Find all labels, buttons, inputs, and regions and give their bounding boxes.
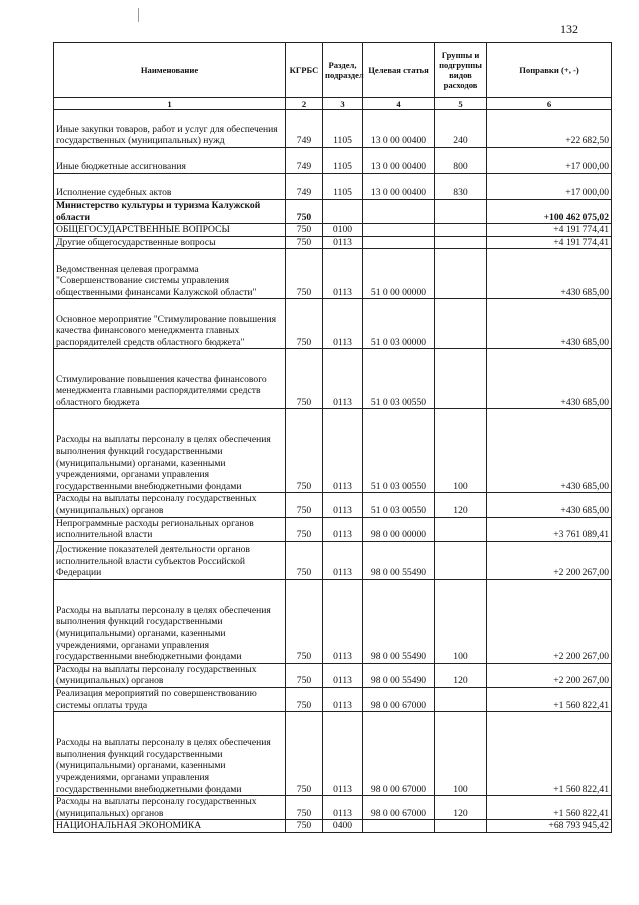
table-row <box>54 299 612 349</box>
row-section: 0113 <box>323 236 363 249</box>
row-target-article: 51 0 00 00000 <box>363 249 435 299</box>
row-kgrbs: 750 <box>286 409 323 493</box>
row-target-article: 98 0 00 67000 <box>363 687 435 711</box>
row-target-article: 13 0 00 00400 <box>363 174 435 200</box>
row-amount: +3 761 089,41 <box>487 517 612 541</box>
header-expense-type: Группы и подгруппы видов расходов <box>435 43 487 98</box>
header-amendments: Поправки (+, -) <box>487 43 612 98</box>
row-amount: +1 560 822,41 <box>487 712 612 796</box>
header-section: Раздел, подраздел <box>323 43 363 98</box>
row-expense-type: 120 <box>435 493 487 517</box>
row-expense-type <box>435 517 487 541</box>
row-target-article <box>363 820 435 833</box>
row-expense-type <box>435 349 487 409</box>
row-kgrbs: 750 <box>286 579 323 663</box>
row-section: 0400 <box>323 820 363 833</box>
row-target-article: 98 0 00 55490 <box>363 579 435 663</box>
row-expense-type <box>435 299 487 349</box>
row-amount: +4 191 774,41 <box>487 224 612 237</box>
row-kgrbs: 750 <box>286 517 323 541</box>
row-amount: +2 200 267,00 <box>487 541 612 579</box>
row-section: 1105 <box>323 174 363 200</box>
row-target-article: 98 0 00 67000 <box>363 796 435 820</box>
row-name: Расходы на выплаты персоналу государственных (муниципальных) органов <box>54 796 286 820</box>
table-row <box>54 796 612 820</box>
table-row <box>54 236 612 249</box>
row-expense-type <box>435 249 487 299</box>
row-name: Расходы на выплаты персоналу государственных (муниципальных) органов <box>54 663 286 687</box>
row-kgrbs: 750 <box>286 299 323 349</box>
table-row <box>54 687 612 711</box>
row-name: Непрограммные расходы региональных органов исполнительной власти <box>54 517 286 541</box>
row-target-article: 51 0 03 00550 <box>363 409 435 493</box>
row-kgrbs: 749 <box>286 110 323 148</box>
row-target-article: 51 0 03 00000 <box>363 299 435 349</box>
row-amount: +17 000,00 <box>487 148 612 174</box>
row-amount: +17 000,00 <box>487 174 612 200</box>
table-row <box>54 517 612 541</box>
row-amount: +2 200 267,00 <box>487 579 612 663</box>
header-target-article: Целевая статья <box>363 43 435 98</box>
row-name: Расходы на выплаты персоналу в целях обеспечения выполнения функций государственными (муниципальными) органами, казенными учреждениями, органами управления государственными внебюджетными фондами <box>54 579 286 663</box>
table-row <box>54 663 612 687</box>
row-section: 0113 <box>323 409 363 493</box>
row-expense-type: 100 <box>435 712 487 796</box>
row-section: 0113 <box>323 299 363 349</box>
row-amount: +430 685,00 <box>487 349 612 409</box>
row-section: 0113 <box>323 712 363 796</box>
row-name: НАЦИОНАЛЬНАЯ ЭКОНОМИКА <box>54 820 286 833</box>
row-section: 0113 <box>323 796 363 820</box>
row-expense-type <box>435 236 487 249</box>
row-amount: +4 191 774,41 <box>487 236 612 249</box>
row-expense-type: 120 <box>435 663 487 687</box>
row-kgrbs: 750 <box>286 236 323 249</box>
row-target-article: 98 0 00 67000 <box>363 712 435 796</box>
row-section: 1105 <box>323 110 363 148</box>
table-row <box>54 224 612 237</box>
row-section: 0113 <box>323 541 363 579</box>
column-number: 4 <box>363 98 435 110</box>
row-name: ОБЩЕГОСУДАРСТВЕННЫЕ ВОПРОСЫ <box>54 224 286 237</box>
table-row <box>54 200 612 224</box>
row-amount: +100 462 075,02 <box>487 200 612 224</box>
row-section: 0113 <box>323 493 363 517</box>
row-name: Реализация мероприятий по совершенствованию системы оплаты труда <box>54 687 286 711</box>
row-amount: +1 560 822,41 <box>487 796 612 820</box>
row-name: Министерство культуры и туризма Калужской области <box>54 200 286 224</box>
row-target-article: 98 0 00 00000 <box>363 517 435 541</box>
row-expense-type: 100 <box>435 409 487 493</box>
row-target-article: 98 0 00 55490 <box>363 663 435 687</box>
row-amount: +430 685,00 <box>487 249 612 299</box>
table-row <box>54 579 612 663</box>
column-number: 1 <box>54 98 286 110</box>
row-section: 0113 <box>323 579 363 663</box>
row-kgrbs: 749 <box>286 174 323 200</box>
row-expense-type: 120 <box>435 796 487 820</box>
row-target-article: 51 0 03 00550 <box>363 493 435 517</box>
budget-amendments-table <box>53 42 612 833</box>
row-name: Основное мероприятие "Стимулирование повышения качества финансового менеджмента главных распорядителей средств областного бюджета" <box>54 299 286 349</box>
row-section: 0113 <box>323 663 363 687</box>
row-expense-type <box>435 820 487 833</box>
row-target-article: 98 0 00 55490 <box>363 541 435 579</box>
header-row <box>54 43 612 98</box>
column-number: 2 <box>286 98 323 110</box>
row-name: Исполнение судебных актов <box>54 174 286 200</box>
row-expense-type <box>435 687 487 711</box>
row-section <box>323 200 363 224</box>
row-expense-type <box>435 224 487 237</box>
row-kgrbs: 749 <box>286 148 323 174</box>
row-amount: +430 685,00 <box>487 493 612 517</box>
row-target-article <box>363 236 435 249</box>
row-section: 0113 <box>323 249 363 299</box>
row-kgrbs: 750 <box>286 820 323 833</box>
row-kgrbs: 750 <box>286 541 323 579</box>
row-expense-type <box>435 200 487 224</box>
row-name: Расходы на выплаты персоналу в целях обеспечения выполнения функций государственными (муниципальными) органами, казенными учреждениями, органами управления государственными внебюджетными фондами <box>54 409 286 493</box>
row-amount: +22 682,50 <box>487 110 612 148</box>
row-section: 0100 <box>323 224 363 237</box>
table-row <box>54 174 612 200</box>
row-name: Иные бюджетные ассигнования <box>54 148 286 174</box>
table-body <box>54 110 612 833</box>
header-name: Наименование <box>54 43 286 98</box>
table-row <box>54 712 612 796</box>
row-target-article <box>363 224 435 237</box>
column-number: 6 <box>487 98 612 110</box>
row-section: 0113 <box>323 349 363 409</box>
row-kgrbs: 750 <box>286 349 323 409</box>
row-kgrbs: 750 <box>286 663 323 687</box>
row-name: Расходы на выплаты персоналу в целях обеспечения выполнения функций государственными (муниципальными) органами, казенными учреждениями, органами управления государственными внебюджетными фондами <box>54 712 286 796</box>
table-row <box>54 110 612 148</box>
table-row <box>54 409 612 493</box>
row-target-article: 13 0 00 00400 <box>363 110 435 148</box>
row-section: 1105 <box>323 148 363 174</box>
scan-artifact <box>138 8 139 22</box>
table-row <box>54 349 612 409</box>
row-name: Иные закупки товаров, работ и услуг для обеспечения государственных (муниципальных) нужд <box>54 110 286 148</box>
row-expense-type <box>435 541 487 579</box>
row-name: Достижение показателей деятельности органов исполнительной власти субъектов Российской Федерации <box>54 541 286 579</box>
row-kgrbs: 750 <box>286 796 323 820</box>
row-target-article: 13 0 00 00400 <box>363 148 435 174</box>
row-amount: +430 685,00 <box>487 409 612 493</box>
row-kgrbs: 750 <box>286 712 323 796</box>
row-expense-type: 240 <box>435 110 487 148</box>
header-kgrbs: КГРБС <box>286 43 323 98</box>
row-name: Расходы на выплаты персоналу государственных (муниципальных) органов <box>54 493 286 517</box>
row-name: Ведомственная целевая программа "Совершенствование системы управления общественными финансами Калужской области" <box>54 249 286 299</box>
table-row <box>54 249 612 299</box>
column-number-row <box>54 98 612 110</box>
row-name: Другие общегосударственные вопросы <box>54 236 286 249</box>
row-amount: +2 200 267,00 <box>487 663 612 687</box>
row-kgrbs: 750 <box>286 493 323 517</box>
table-row <box>54 493 612 517</box>
row-amount: +68 793 945,42 <box>487 820 612 833</box>
row-expense-type: 830 <box>435 174 487 200</box>
column-number: 5 <box>435 98 487 110</box>
page-number: 132 <box>560 22 578 36</box>
row-name: Стимулирование повышения качества финансового менеджмента главными распорядителями средств областного бюджета <box>54 349 286 409</box>
row-kgrbs: 750 <box>286 249 323 299</box>
row-section: 0113 <box>323 687 363 711</box>
row-target-article <box>363 200 435 224</box>
table-row <box>54 148 612 174</box>
row-kgrbs: 750 <box>286 200 323 224</box>
row-amount: +430 685,00 <box>487 299 612 349</box>
row-amount: +1 560 822,41 <box>487 687 612 711</box>
column-number: 3 <box>323 98 363 110</box>
row-target-article: 51 0 03 00550 <box>363 349 435 409</box>
table-row <box>54 541 612 579</box>
table-row <box>54 820 612 833</box>
row-expense-type: 100 <box>435 579 487 663</box>
row-kgrbs: 750 <box>286 224 323 237</box>
row-kgrbs: 750 <box>286 687 323 711</box>
row-expense-type: 800 <box>435 148 487 174</box>
row-section: 0113 <box>323 517 363 541</box>
